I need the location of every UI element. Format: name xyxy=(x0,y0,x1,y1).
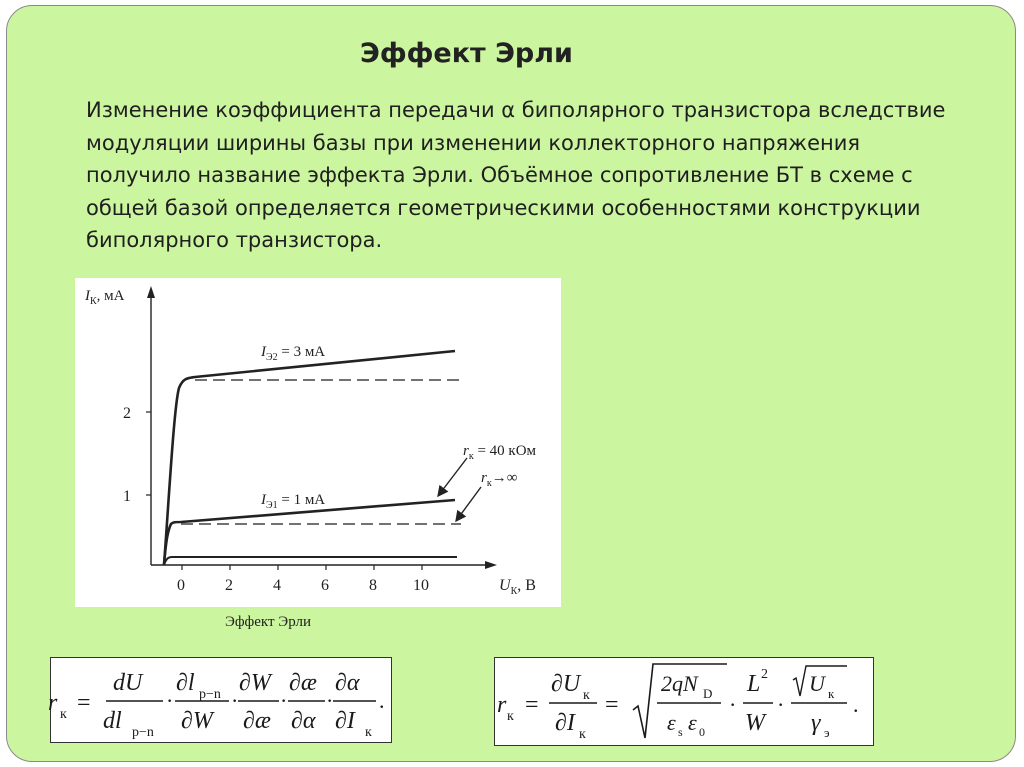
y-tick-2: 2 xyxy=(123,405,131,422)
fl-dot1: · xyxy=(166,688,174,713)
fr-f3-den-sub: э xyxy=(824,725,830,740)
fl-lhs: r xyxy=(48,690,58,716)
fr-dot2: · xyxy=(777,692,785,717)
y-axis-label: $I_К$, мА xyxy=(85,288,125,307)
fr-f1-num-sub: к xyxy=(583,688,590,703)
fr-f1-num: ∂U xyxy=(551,671,581,697)
fr-eq2: = xyxy=(605,692,619,718)
fl-f1-den-sub: p−n xyxy=(132,725,154,740)
formula-left xyxy=(50,657,392,743)
fl-f3-num: ∂W xyxy=(239,670,271,696)
fr-end: . xyxy=(853,692,859,717)
body-paragraph: Изменение коэффициента передачи α биполярного транзистора вследствие модуляции ширины базы при изменении коллекторного напряжения получило название эффекта Эрли. Объёмное сопротивление БТ в схеме с общей базой определяется геометрическими особенностями конструкции биполярного транзистора. xyxy=(86,98,946,252)
fl-f5-den: ∂I xyxy=(335,708,355,734)
y-axis-arrow xyxy=(147,286,155,298)
fl-end: . xyxy=(379,688,385,713)
x-tick-0: 0 xyxy=(177,577,185,594)
fl-f2-num: ∂l xyxy=(176,670,195,696)
slide-title: Эффект Эрли xyxy=(360,38,573,69)
formula-left-svg xyxy=(48,658,391,742)
fl-f2-num-sub: p−n xyxy=(199,687,221,702)
fl-f2-den: ∂W xyxy=(181,708,213,734)
curve-ie0 xyxy=(164,557,457,565)
early-effect-figure xyxy=(75,278,561,607)
x-axis-label: $U_К$, В xyxy=(499,577,536,597)
arrow-rk-inf xyxy=(456,487,481,521)
arrow-rk-40kohm xyxy=(438,458,467,496)
curve-ie1-1ma xyxy=(164,500,455,565)
label-rk-inf: $r_к\to\infty$ xyxy=(481,470,518,489)
fr-dot1: · xyxy=(729,692,737,717)
fr-lhs-sub: к xyxy=(507,709,514,724)
fr-sqrt-den-sub1: s xyxy=(678,725,683,739)
fl-eq: = xyxy=(77,690,91,716)
fl-f4-num: ∂æ xyxy=(289,670,317,696)
fl-dot4: · xyxy=(326,688,334,713)
fl-f3-den: ∂æ xyxy=(243,708,271,734)
fr-f3-den: γ xyxy=(811,710,821,736)
label-ie1: $I_{Э1} = 1$ мА xyxy=(261,492,326,511)
x-tick-10: 10 xyxy=(413,577,429,594)
label-ie2: $I_{Э2} = 3$ мА xyxy=(261,344,326,363)
fr-sqrt-num: 2qN xyxy=(661,671,698,696)
fr-f1-den: ∂I xyxy=(555,710,575,736)
fr-f2-den: W xyxy=(745,710,765,736)
fr-f1-den-sub: к xyxy=(579,727,586,742)
x-axis-arrow xyxy=(485,561,497,569)
fr-f2-num: L xyxy=(747,671,761,697)
fr-f3-num: U xyxy=(809,671,825,696)
fr-f2-num-sup: 2 xyxy=(761,667,768,682)
fr-sqrt-den: ε xyxy=(667,710,676,735)
early-effect-chart xyxy=(75,278,561,607)
formula-right xyxy=(494,657,874,746)
fl-f5-den-sub: к xyxy=(365,725,372,740)
x-tick-8: 8 xyxy=(369,577,377,594)
fr-lhs: r xyxy=(497,692,507,718)
label-rk-40kohm: $r_к = 40$ кОм xyxy=(463,443,537,462)
fl-lhs-sub: к xyxy=(60,707,67,722)
fr-sqrt-num-sub: D xyxy=(703,686,713,701)
fr-eq: = xyxy=(525,692,539,718)
fl-f5-num: ∂α xyxy=(335,670,360,696)
fr-sqrt-den-sub2: 0 xyxy=(699,725,705,739)
fr-f3-num-sub: к xyxy=(828,686,835,701)
x-tick-6: 6 xyxy=(321,577,329,594)
fl-dot3: · xyxy=(280,688,288,713)
fl-f1-num: dU xyxy=(113,670,143,696)
y-tick-1: 1 xyxy=(123,488,131,505)
x-tick-4: 4 xyxy=(273,577,281,594)
x-tick-2: 2 xyxy=(225,577,233,594)
fl-f1-den: dl xyxy=(103,708,122,734)
fr-sqrt-den2: ε xyxy=(688,710,697,735)
fl-f4-den: ∂α xyxy=(291,708,316,734)
figure-caption: Эффект Эрли xyxy=(225,614,312,630)
formula-right-svg xyxy=(495,658,873,745)
fl-dot2: · xyxy=(231,688,239,713)
curve-ie2-3ma xyxy=(164,351,455,565)
